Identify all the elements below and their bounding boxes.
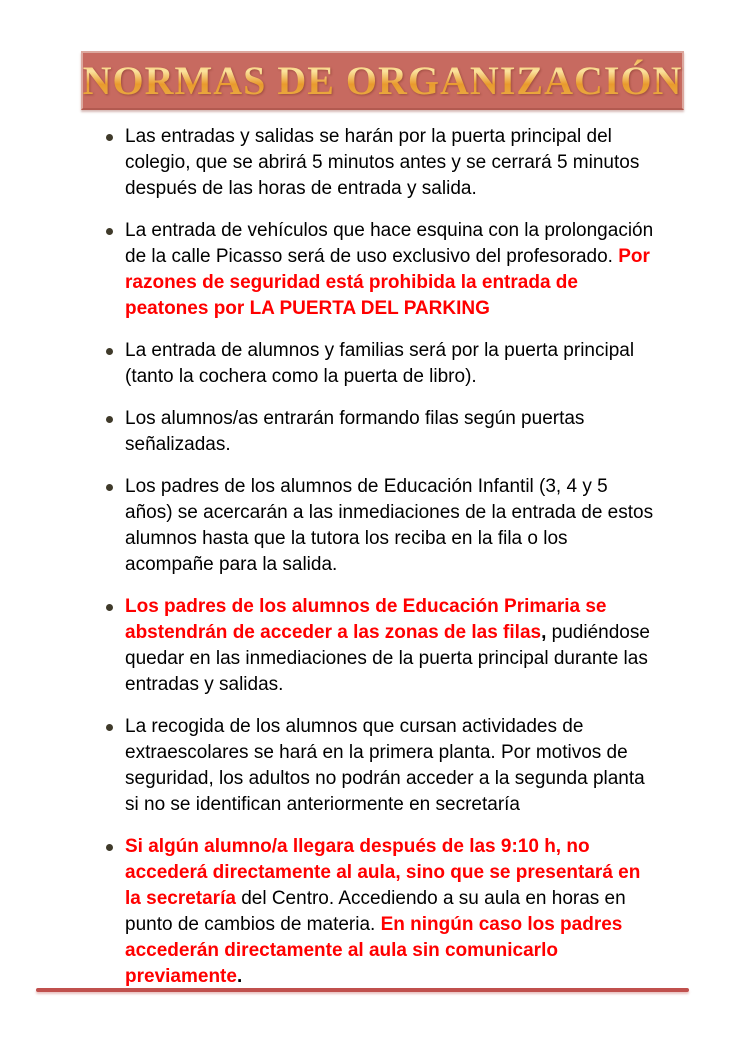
text-segment: Los alumnos/as entrarán formando filas según puertas señalizadas. <box>125 408 585 455</box>
bullet-item <box>104 218 660 322</box>
bullet-item <box>104 834 660 990</box>
text-segment: del Centro. Accediendo a su aula en horas en punto de cambios de materia. <box>125 888 626 935</box>
bullet-dot <box>106 724 113 731</box>
page-title: NORMAS DE ORGANIZACIÓN <box>82 58 683 103</box>
bullet-item <box>104 714 660 818</box>
text-segment: La entrada de vehículos que hace esquina con la prolongación de la calle Picasso será de uso exclusivo del profesorado. <box>125 220 654 267</box>
text-segment: En ningún caso los padres accederán directamente al aula sin comunicarlo previamente <box>125 914 623 987</box>
text-segment: Si algún alumno/a llegara después de las 9:10 h, no accederá directamente al aula, sino que se presentará en la secretaría <box>125 836 641 909</box>
text-segment: pudiéndose quedar en las inmediaciones de la puerta principal durante las entradas y salidas. <box>125 622 650 695</box>
bullet-item <box>104 474 660 578</box>
bullet-dot <box>106 484 113 491</box>
bullet-dot <box>106 604 113 611</box>
text-segment: Las entradas y salidas se harán por la puerta principal del colegio, que se abrirá 5 minutos antes y se cerrará 5 minutos después de las horas de entrada y salida. <box>125 126 640 199</box>
bullet-item <box>104 594 660 698</box>
title-banner <box>81 51 684 110</box>
text-segment: La recogida de los alumnos que cursan actividades de extraescolares se hará en la primera planta. Por motivos de seguridad, los adultos no podrán acceder a la segunda planta si no se identifican anteriormente en secretaría <box>125 716 645 815</box>
footer-divider <box>36 988 689 992</box>
text-segment: . <box>236 966 243 987</box>
bullet-item <box>104 124 660 202</box>
text-segment: Por razones de seguridad está prohibida la entrada de peatones por LA PUERTA DEL PARKING <box>125 246 650 319</box>
bullet-item <box>104 338 660 390</box>
bullet-dot <box>106 348 113 355</box>
bullet-dot <box>106 228 113 235</box>
bullet-dot <box>106 134 113 141</box>
bullet-item <box>104 406 660 458</box>
bullet-dot <box>106 844 113 851</box>
text-segment: Los padres de los alumnos de Educación Primaria se abstendrán de acceder a las zonas de las filas <box>125 596 607 643</box>
text-segment: La entrada de alumnos y familias será por la puerta principal (tanto la cochera como la puerta de libro). <box>125 340 635 387</box>
text-segment: Los padres de los alumnos de Educación Infantil (3, 4 y 5 años) se acercarán a las inmediaciones de la entrada de estos alumnos hasta que la tutora los reciba en la fila o los acompañe para la salida. <box>125 476 654 575</box>
rules-list <box>104 124 660 1006</box>
text-segment: , <box>541 622 547 643</box>
bullet-dot <box>106 416 113 423</box>
